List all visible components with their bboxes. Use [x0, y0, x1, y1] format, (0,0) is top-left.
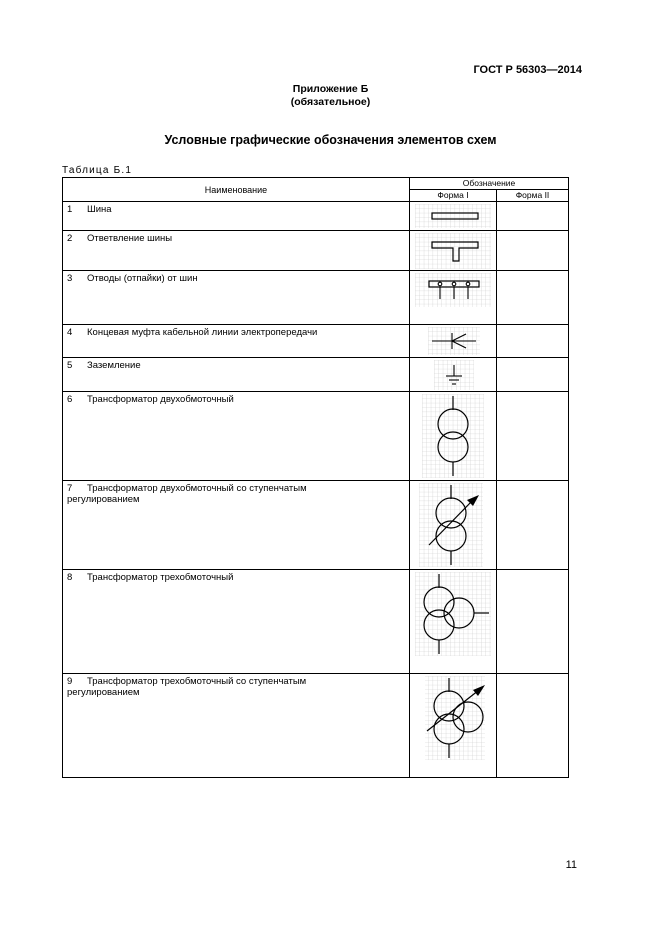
page-number: 11 [565, 859, 577, 871]
table-row [63, 271, 569, 325]
row-name-cell [63, 202, 410, 231]
row-name: Трансформатор двухобмоточный [87, 394, 234, 405]
ground-symbol [434, 360, 474, 390]
form1-cell [410, 570, 497, 674]
row-name: Заземление [87, 360, 141, 371]
appendix-status: (обязательное) [290, 96, 371, 108]
header-designation: Обозначение [410, 178, 569, 190]
row-number: 3 [67, 273, 73, 284]
appendix-label: Приложение Б [292, 83, 369, 95]
form2-cell [497, 481, 569, 570]
row-name-cell [63, 325, 410, 358]
row-name: Трансформатор двухобмоточный со ступенчатым [87, 483, 307, 494]
table-row [63, 231, 569, 271]
page-title: Условные графические обозначения элементов схем [164, 133, 497, 147]
row-name: Отводы (отпайки) от шин [87, 273, 198, 284]
row-name-continued: регулированием [67, 687, 140, 698]
bus-symbol [415, 204, 491, 228]
form1-cell [410, 481, 497, 570]
standard-number: ГОСТ Р 56303—2014 [473, 64, 582, 76]
row-name-cell [63, 358, 410, 392]
row-name: Шина [87, 204, 112, 215]
form2-cell [497, 271, 569, 325]
table-header-row [63, 178, 569, 190]
row-name-cell [63, 392, 410, 481]
table-row [63, 570, 569, 674]
table-row [63, 202, 569, 231]
table-row [63, 325, 569, 358]
row-name: Трансформатор трехобмоточный [87, 572, 234, 583]
row-number: 4 [67, 327, 73, 338]
table-row [63, 481, 569, 570]
row-number: 2 [67, 233, 73, 244]
form2-cell [497, 202, 569, 231]
form1-cell [410, 271, 497, 325]
header-name: Наименование [63, 178, 410, 202]
form1-cell [410, 674, 497, 778]
bus-taps-symbol [415, 273, 491, 307]
regulated-two-winding-transformer-symbol [415, 483, 491, 567]
row-number: 1 [67, 204, 73, 215]
table-row [63, 674, 569, 778]
form2-cell [497, 674, 569, 778]
form2-cell [497, 325, 569, 358]
form1-cell [410, 202, 497, 231]
row-number: 9 [67, 676, 73, 687]
row-number: 8 [67, 572, 73, 583]
row-name-cell [63, 481, 410, 570]
form2-cell [497, 392, 569, 481]
row-name-cell [63, 674, 410, 778]
form1-cell [410, 392, 497, 481]
row-name-cell [63, 570, 410, 674]
three-winding-transformer-symbol [415, 572, 491, 656]
row-number: 7 [67, 483, 73, 494]
bus-branch-symbol [415, 233, 491, 269]
appendix-heading [0, 83, 661, 109]
symbols-table [62, 177, 569, 778]
header-form1: Форма I [410, 190, 497, 202]
row-number: 5 [67, 360, 73, 371]
row-name-cell [63, 271, 410, 325]
row-number: 6 [67, 394, 73, 405]
header-form2: Форма II [497, 190, 569, 202]
two-winding-transformer-symbol [422, 394, 484, 478]
form1-cell [410, 358, 497, 392]
row-name-cell [63, 231, 410, 271]
row-name: Ответвление шины [87, 233, 173, 244]
form2-cell [497, 231, 569, 271]
form2-cell [497, 358, 569, 392]
form2-cell [497, 570, 569, 674]
cable-sleeve-symbol [428, 327, 480, 355]
form1-cell [410, 325, 497, 358]
row-name-continued: регулированием [67, 494, 140, 505]
row-name: Трансформатор трехобмоточный со ступенчатым [87, 676, 307, 687]
table-label: Таблица Б.1 [62, 165, 133, 176]
table-row [63, 358, 569, 392]
row-name: Концевая муфта кабельной линии электропередачи [87, 327, 318, 338]
table-row [63, 392, 569, 481]
regulated-three-winding-transformer-symbol [415, 676, 491, 760]
form1-cell [410, 231, 497, 271]
